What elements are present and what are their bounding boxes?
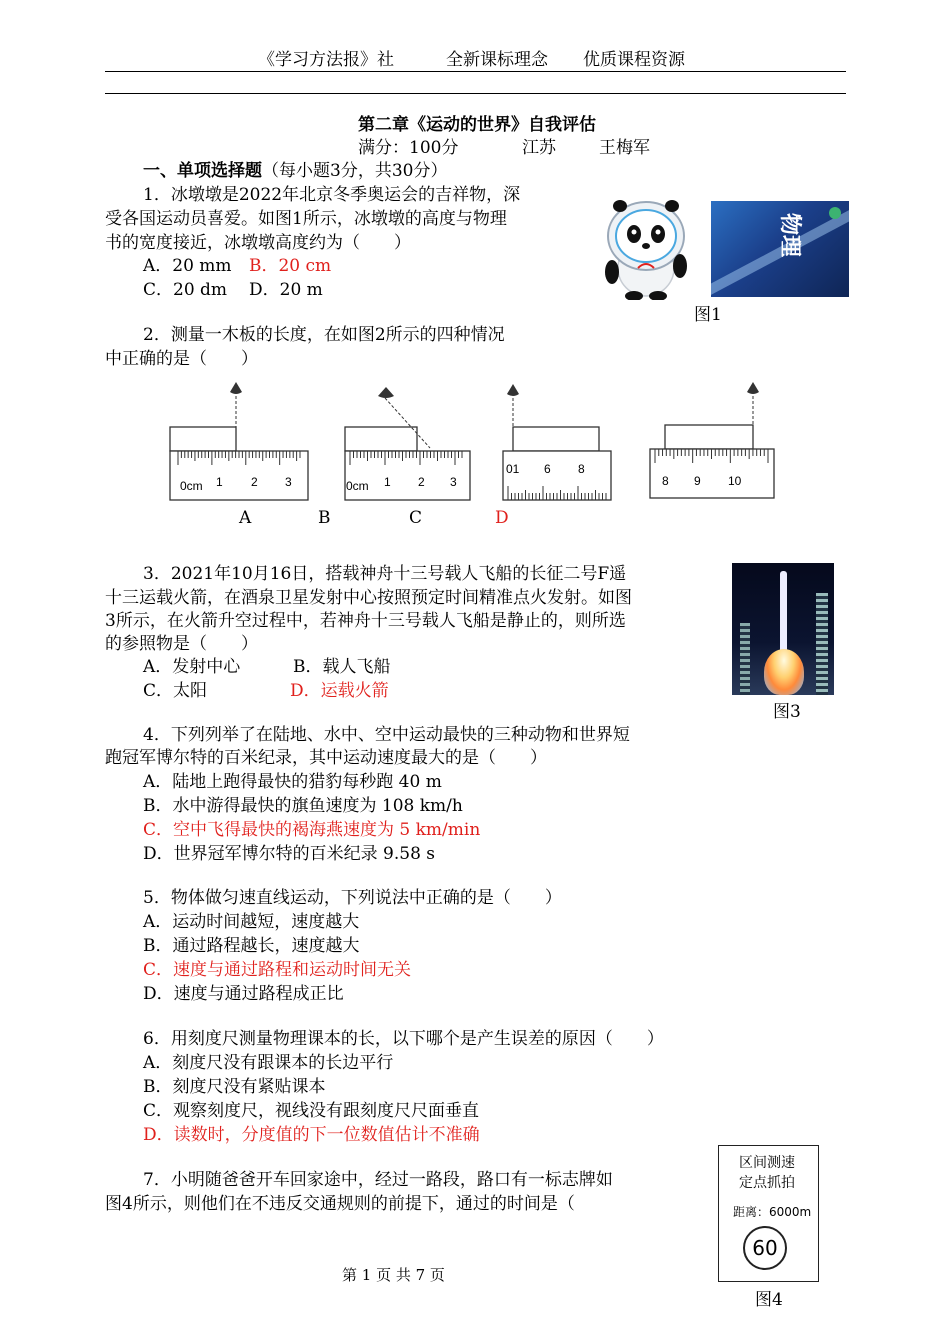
ruler-a-tick-3: 3 bbox=[285, 475, 292, 489]
physics-book-image bbox=[711, 201, 849, 297]
q2-label-c: C bbox=[409, 508, 423, 528]
q4-option-c: C．空中飞得最快的褐海燕速度为 5 km/min bbox=[143, 820, 481, 840]
q5-option-b: B．通过路程越长，速度越大 bbox=[143, 936, 360, 956]
ruler-d-tick-1: 9 bbox=[694, 474, 701, 488]
book-title: 物理 bbox=[777, 212, 803, 258]
sign-distance: 距离：6000m bbox=[733, 1205, 812, 1219]
q3-option-b: B．载人飞船 bbox=[293, 657, 391, 677]
q6-option-d: D．读数时，分度值的下一位数值估计不准确 bbox=[143, 1125, 480, 1145]
ruler-d-tick-0: 8 bbox=[662, 474, 669, 488]
q4-option-d: D．世界冠军博尔特的百米纪录 9.58 s bbox=[143, 844, 436, 864]
ruler-figure bbox=[160, 378, 790, 508]
header-slogan-1: 全新课标理念 bbox=[446, 50, 548, 70]
ruler-setup-c bbox=[503, 384, 611, 500]
q6-stem: 6．用刻度尺测量物理课本的长，以下哪个是产生误差的原因（ ） bbox=[143, 1029, 664, 1049]
q7-line-2: 图4所示，则他们在不违反交通规则的前提下，通过的时间是（ bbox=[105, 1194, 575, 1214]
eye-icon-b bbox=[378, 387, 394, 398]
sign-line-2: 定点抓拍 bbox=[739, 1175, 795, 1191]
header-rule-top bbox=[105, 71, 846, 72]
figure-3-caption: 图3 bbox=[773, 702, 801, 722]
ruler-setup-a bbox=[170, 382, 308, 500]
q6-option-c: C．观察刻度尺，视线没有跟刻度尺尺面垂直 bbox=[143, 1101, 480, 1121]
ruler-b-tick-1: 1 bbox=[384, 475, 391, 489]
speed-limit-circle bbox=[743, 1226, 787, 1270]
section-heading bbox=[143, 159, 447, 183]
q5-option-a: A．运动时间越短，速度越大 bbox=[143, 912, 360, 932]
q3-line-2: 十三运载火箭，在酒泉卫星发射中心按照预定时间精准点火发射。如图 bbox=[105, 588, 632, 608]
header-rule-bottom bbox=[105, 93, 846, 94]
eye-icon-d bbox=[747, 382, 759, 394]
q4-option-a: A．陆地上跑得最快的猎豹每秒跑 40 m bbox=[143, 772, 442, 792]
eye-icon-a bbox=[230, 382, 242, 394]
header-publisher: 《学习方法报》社 bbox=[258, 50, 394, 70]
q4-line-2: 跑冠军博尔特的百米纪录，其中运动速度最大的是（ ） bbox=[105, 748, 547, 768]
q3-line-4: 的参照物是（ ） bbox=[105, 634, 258, 654]
figure-1-caption: 图1 bbox=[694, 305, 722, 325]
rocket-flame bbox=[764, 649, 804, 695]
mascot-image bbox=[598, 196, 694, 300]
q2-label-d: D bbox=[495, 508, 509, 528]
launch-tower-right bbox=[816, 593, 828, 695]
header-slogan-2: 优质课程资源 bbox=[583, 50, 685, 70]
q1-option-a: A．20 mm bbox=[143, 256, 232, 276]
rocket-body bbox=[780, 571, 787, 653]
ruler-setup-d bbox=[650, 382, 774, 498]
q1-option-c: C．20 dm bbox=[143, 280, 228, 300]
launch-tower-left bbox=[740, 623, 750, 695]
ruler-a-tick-2: 2 bbox=[251, 475, 258, 489]
page-title: 第二章《运动的世界》自我评估 bbox=[358, 115, 596, 135]
q6-option-a: A．刻度尺没有跟课本的长边平行 bbox=[143, 1053, 394, 1073]
q3-line-1: 3．2021年10月16日，搭载神舟十三号载人飞船的长征二号F遥 bbox=[143, 564, 627, 584]
ruler-b-tick-2: 2 bbox=[418, 475, 425, 489]
ruler-d-tick-2: 10 bbox=[728, 474, 742, 488]
q1-option-b: B．20 cm bbox=[249, 256, 332, 276]
eye-icon-c bbox=[507, 384, 519, 396]
q1-line-3: 书的宽度接近，冰墩墩高度约为（ ） bbox=[105, 233, 411, 253]
q4-line-1: 4．下列列举了在陆地、水中、空中运动最快的三种动物和世界短 bbox=[143, 725, 630, 745]
q4-option-b: B．水中游得最快的旗鱼速度为 108 km/h bbox=[143, 796, 463, 816]
q2-line-2: 中正确的是（ ） bbox=[105, 349, 258, 369]
q1-line-1: 1．冰墩墩是2022年北京冬季奥运会的吉祥物，深 bbox=[143, 185, 521, 205]
ruler-c-tick-2: 8 bbox=[578, 462, 585, 476]
section-note: （每小题3分，共30分） bbox=[262, 161, 448, 181]
ruler-c-tick-1: 6 bbox=[544, 462, 551, 476]
q6-option-b: B．刻度尺没有紧贴课本 bbox=[143, 1077, 326, 1097]
q2-label-b: B bbox=[318, 508, 331, 528]
ruler-a-tick-1: 1 bbox=[216, 475, 223, 489]
q3-option-d: D．运载火箭 bbox=[290, 681, 389, 701]
speed-sign bbox=[718, 1145, 819, 1282]
ruler-b-tick-0: 0cm bbox=[346, 479, 369, 493]
title-author: 王梅军 bbox=[599, 138, 650, 158]
q3-option-c: C．太阳 bbox=[143, 681, 208, 701]
title-score: 满分：100分 bbox=[358, 138, 459, 158]
figure-4-caption: 图4 bbox=[755, 1290, 783, 1310]
q5-stem: 5．物体做匀速直线运动，下列说法中正确的是（ ） bbox=[143, 888, 562, 908]
q1-line-2: 受各国运动员喜爱。如图1所示，冰墩墩的高度与物理 bbox=[105, 209, 507, 229]
q1-option-d: D．20 m bbox=[249, 280, 323, 300]
q3-line-3: 3所示，在火箭升空过程中，若神舟十三号载人飞船是静止的，则所选 bbox=[105, 611, 626, 631]
page-footer: 第 1 页 共 7 页 bbox=[342, 1266, 445, 1284]
ruler-c-tick-0: 01 bbox=[506, 462, 520, 476]
ruler-b-tick-3: 3 bbox=[450, 475, 457, 489]
rocket-launch-image bbox=[732, 563, 834, 695]
q2-line-1: 2．测量一木板的长度，在如图2所示的四种情况 bbox=[143, 325, 505, 345]
sign-line-1: 区间测速 bbox=[739, 1155, 795, 1171]
ruler-a-tick-0: 0cm bbox=[180, 479, 203, 493]
book-logo-icon bbox=[829, 207, 841, 219]
q7-line-1: 7．小明随爸爸开车回家途中，经过一路段，路口有一标志牌如 bbox=[143, 1170, 613, 1190]
q5-option-d: D．速度与通过路程成正比 bbox=[143, 984, 344, 1004]
q5-option-c: C．速度与通过路程和运动时间无关 bbox=[143, 960, 412, 980]
q3-option-a: A．发射中心 bbox=[143, 657, 241, 677]
ruler-setup-b bbox=[345, 387, 470, 500]
q2-label-a: A bbox=[239, 508, 252, 528]
section-title: 一、单项选择题 bbox=[143, 161, 262, 181]
speed-limit-value: 60 bbox=[752, 1236, 778, 1260]
title-region: 江苏 bbox=[522, 138, 556, 158]
